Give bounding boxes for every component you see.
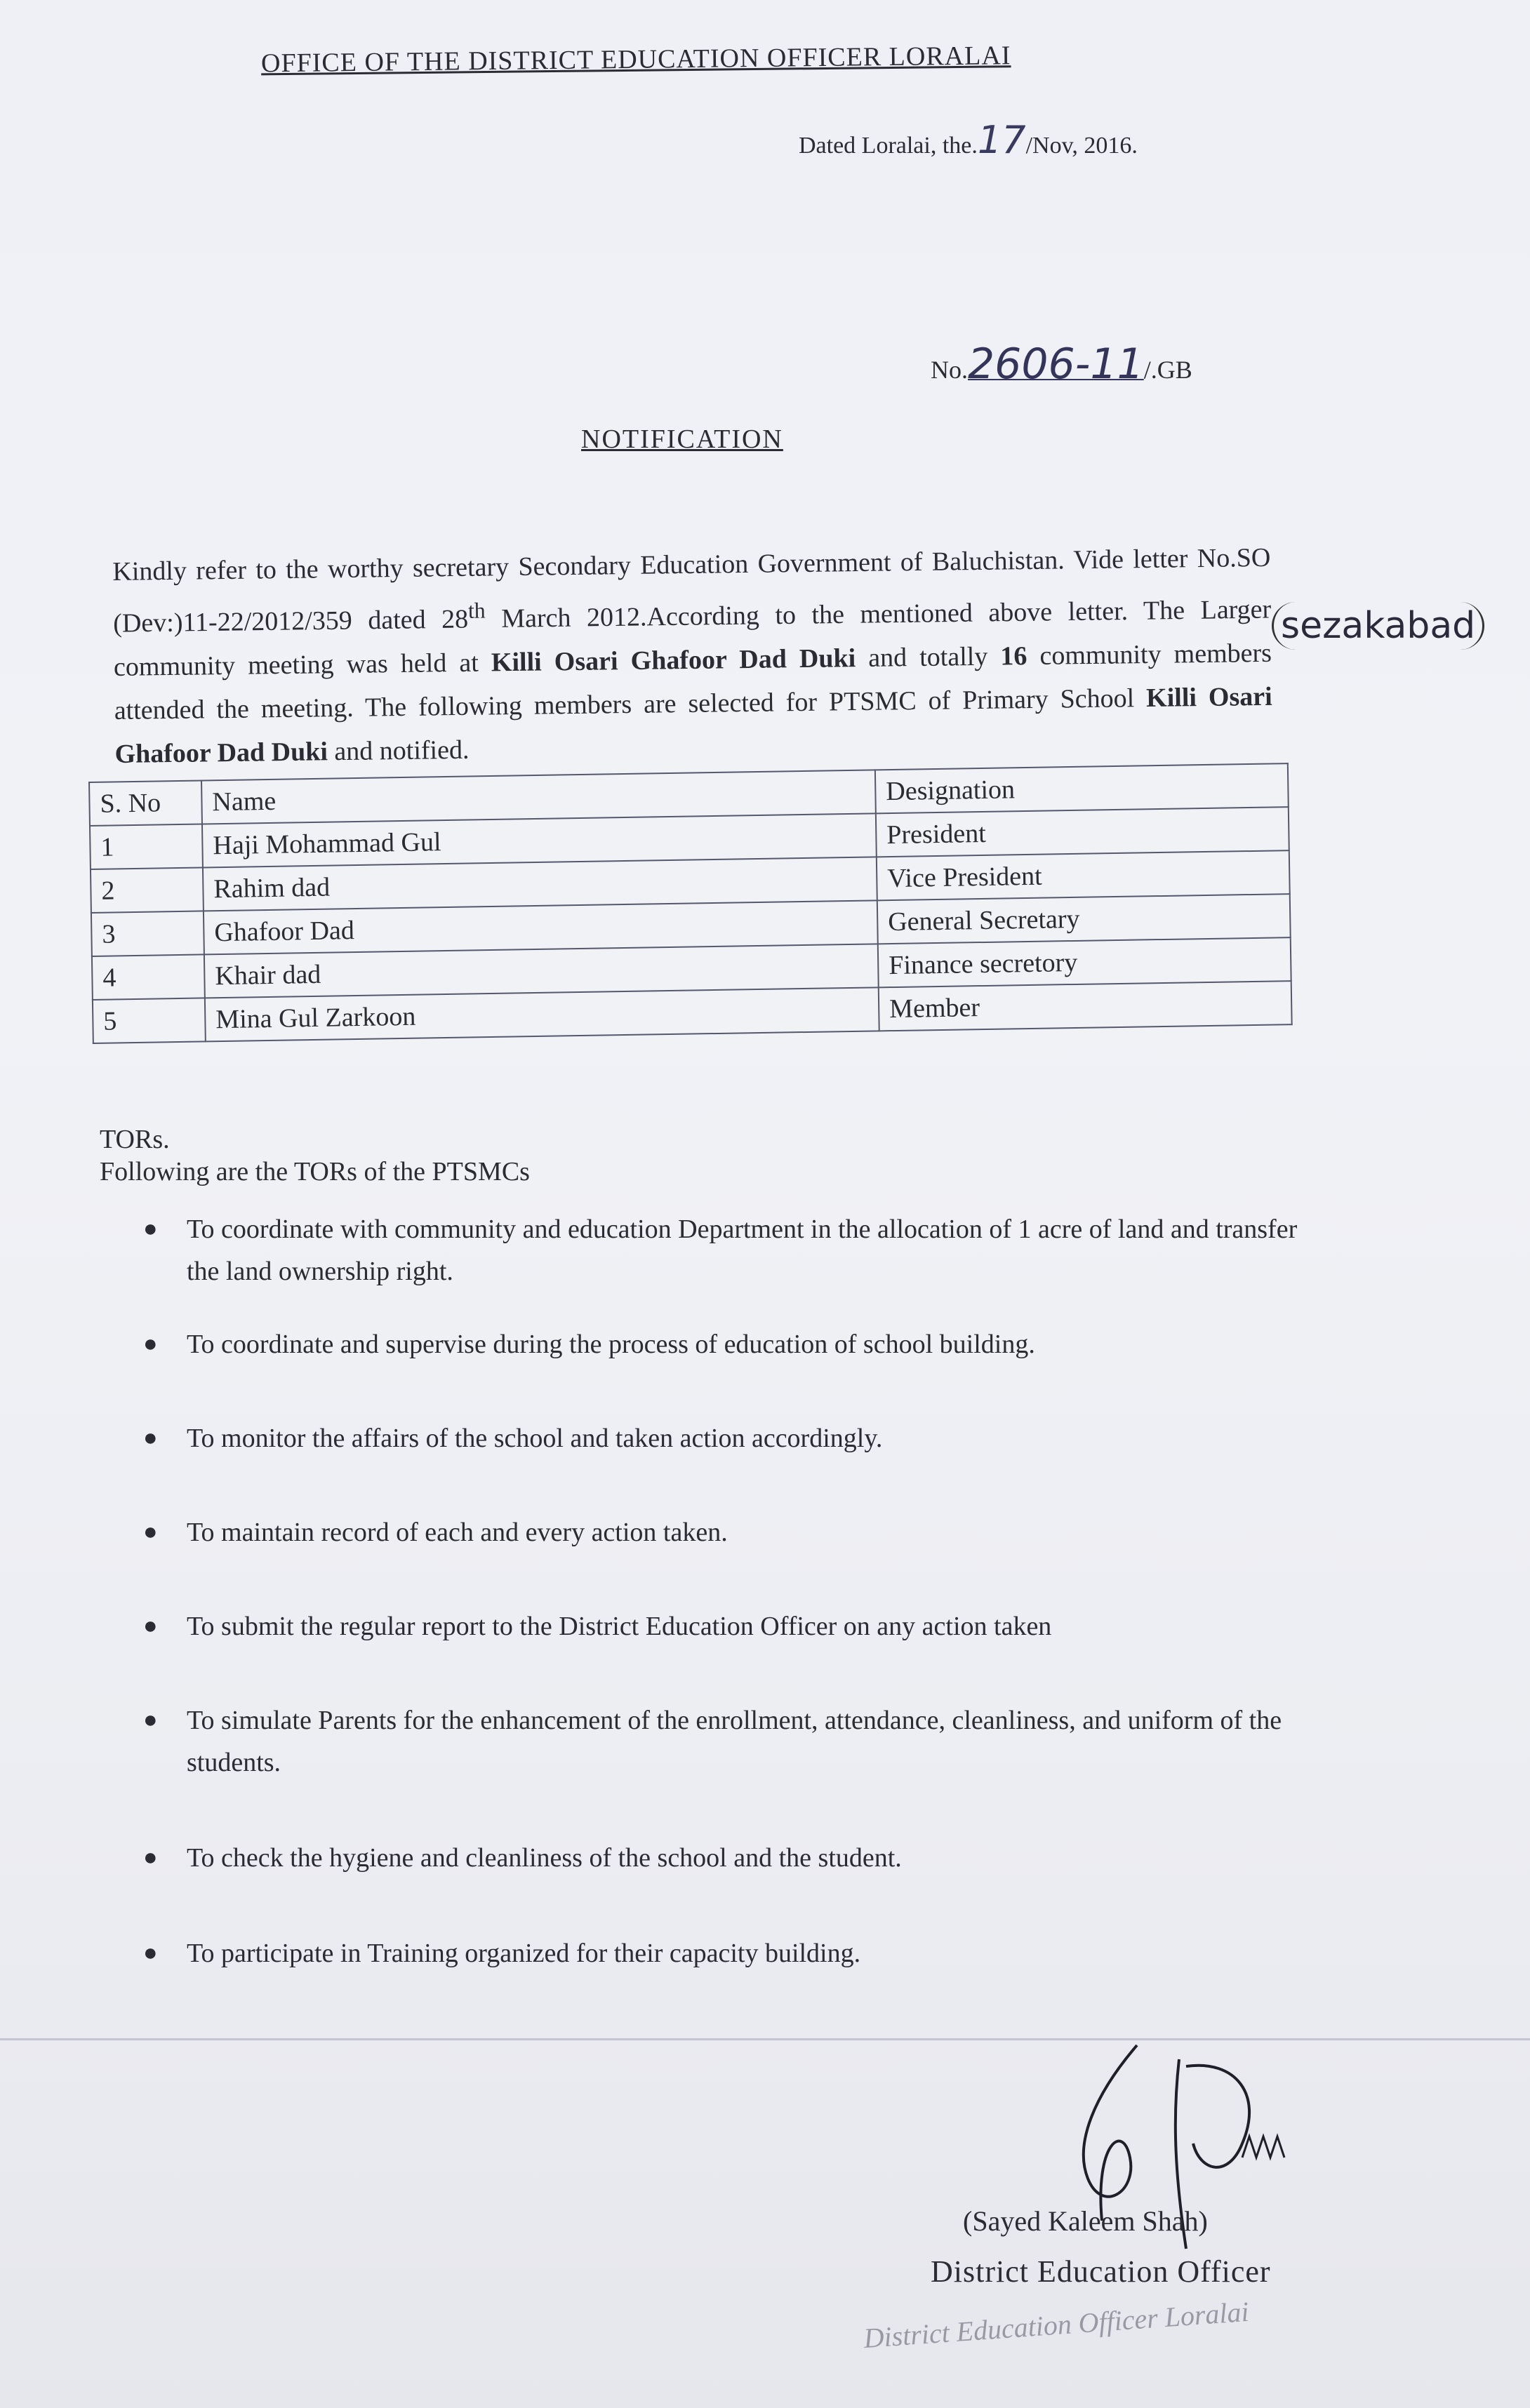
- cell-designation: General Secretary: [877, 894, 1291, 944]
- office-title: OFFICE OF THE DISTRICT EDUCATION OFFICER LORALAI: [260, 41, 1011, 79]
- body-text-5: and notified.: [327, 735, 470, 766]
- header-sno: S. No: [89, 780, 202, 826]
- bullet-dot-icon: ●: [143, 1845, 158, 1871]
- tors-list: [119, 1208, 1312, 1974]
- body-text-3: and totally: [855, 641, 1001, 673]
- list-item: [119, 1417, 1312, 1459]
- tors-intro: Following are the TORs of the PTSMCs: [100, 1157, 530, 1186]
- tor-text: To participate in Training organized for their capacity building.: [187, 1939, 861, 1968]
- bullet-dot-icon: ●: [143, 1613, 158, 1639]
- tor-text: To maintain record of each and every action taken.: [187, 1518, 728, 1547]
- cell-name: Khair dad: [204, 944, 879, 998]
- body-superscript: th: [467, 598, 486, 623]
- body-text-2: March 2012.According to the mentioned above letter. The Larger community meeting was held at: [113, 594, 1272, 682]
- body-text-4: community members attended the meeting. The following members are selected for PTSMC of Primary School: [114, 638, 1272, 725]
- official-stamp: District Education Officer Loralai: [863, 2295, 1250, 2355]
- reference-prefix: No.: [931, 356, 968, 384]
- member-count: 16: [1000, 641, 1027, 671]
- place-name-1: Killi Osari Ghafoor Dad Duki: [491, 643, 856, 678]
- cell-designation: President: [876, 807, 1289, 857]
- list-item: [119, 1932, 1312, 1974]
- cell-sno: 5: [93, 998, 206, 1043]
- body-paragraph: [112, 536, 1273, 776]
- header-name: Name: [201, 770, 876, 824]
- tor-text: To monitor the affairs of the school and taken action accordingly.: [187, 1424, 883, 1453]
- cell-name: Ghafoor Dad: [204, 900, 878, 954]
- cell-sno: 2: [91, 867, 204, 913]
- handwritten-annotation: sezakabad: [1272, 602, 1484, 650]
- header-designation: Designation: [875, 763, 1289, 813]
- date-suffix: /Nov, 2016.: [1025, 133, 1138, 159]
- bullet-dot-icon: ●: [143, 1216, 158, 1242]
- cell-sno: 1: [90, 824, 203, 869]
- tor-text: To submit the regular report to the District Education Officer on any action taken: [187, 1612, 1052, 1641]
- list-item: [119, 1605, 1312, 1647]
- body-text-1: Kindly refer to the worthy secretary Secondary Education Government of Baluchistan. Vide letter No.SO (Dev:)11-22/2012/359 dated 28: [112, 542, 1271, 638]
- signatory-name: (Sayed Kaleem Shah): [963, 2205, 1208, 2237]
- reference-suffix: /.GB: [1143, 356, 1192, 384]
- cell-name: Haji Mohammad Gul: [202, 813, 877, 867]
- date-prefix: Dated Loralai, the.: [799, 133, 978, 159]
- reference-number: [931, 340, 1192, 389]
- tors-heading: TORs.: [100, 1125, 170, 1154]
- place-name-2: Killi Osari Ghafoor Dad Duki: [114, 681, 1272, 769]
- bullet-dot-icon: ●: [143, 1707, 158, 1733]
- signatory-designation: District Education Officer: [931, 2254, 1271, 2289]
- bullet-dot-icon: ●: [143, 1519, 158, 1545]
- tor-text: To coordinate and supervise during the process of education of school building.: [187, 1330, 1035, 1359]
- tor-text: To simulate Parents for the enhancement of the enrollment, attendance, cleanliness, and uniform of the students.: [187, 1706, 1282, 1777]
- reference-number-handwritten: 2606-11: [968, 340, 1144, 389]
- cell-designation: Finance secretory: [878, 937, 1291, 987]
- list-item: [119, 1323, 1312, 1365]
- list-item: [119, 1511, 1312, 1553]
- bullet-dot-icon: ●: [143, 1940, 158, 1966]
- tor-text: To coordinate with community and education Department in the allocation of 1 acre of land and transfer the land ownership right.: [187, 1215, 1298, 1286]
- cell-designation: Member: [879, 981, 1292, 1031]
- list-item: [119, 1699, 1312, 1784]
- bullet-dot-icon: ●: [143, 1331, 158, 1357]
- cell-name: Rahim dad: [203, 857, 877, 911]
- notification-heading: NOTIFICATION: [581, 424, 783, 454]
- date-line: [799, 118, 1138, 162]
- list-item: [119, 1837, 1312, 1879]
- cell-sno: 4: [92, 954, 205, 1000]
- cell-designation: Vice President: [877, 850, 1290, 900]
- cell-sno: 3: [91, 911, 204, 956]
- tor-text: To check the hygiene and cleanliness of the school and the student.: [187, 1843, 902, 1873]
- bullet-dot-icon: ●: [143, 1425, 158, 1451]
- members-table: [88, 763, 1293, 1044]
- cell-name: Mina Gul Zarkoon: [205, 987, 879, 1041]
- list-item: [119, 1208, 1312, 1292]
- date-day-handwritten: 17: [977, 118, 1026, 162]
